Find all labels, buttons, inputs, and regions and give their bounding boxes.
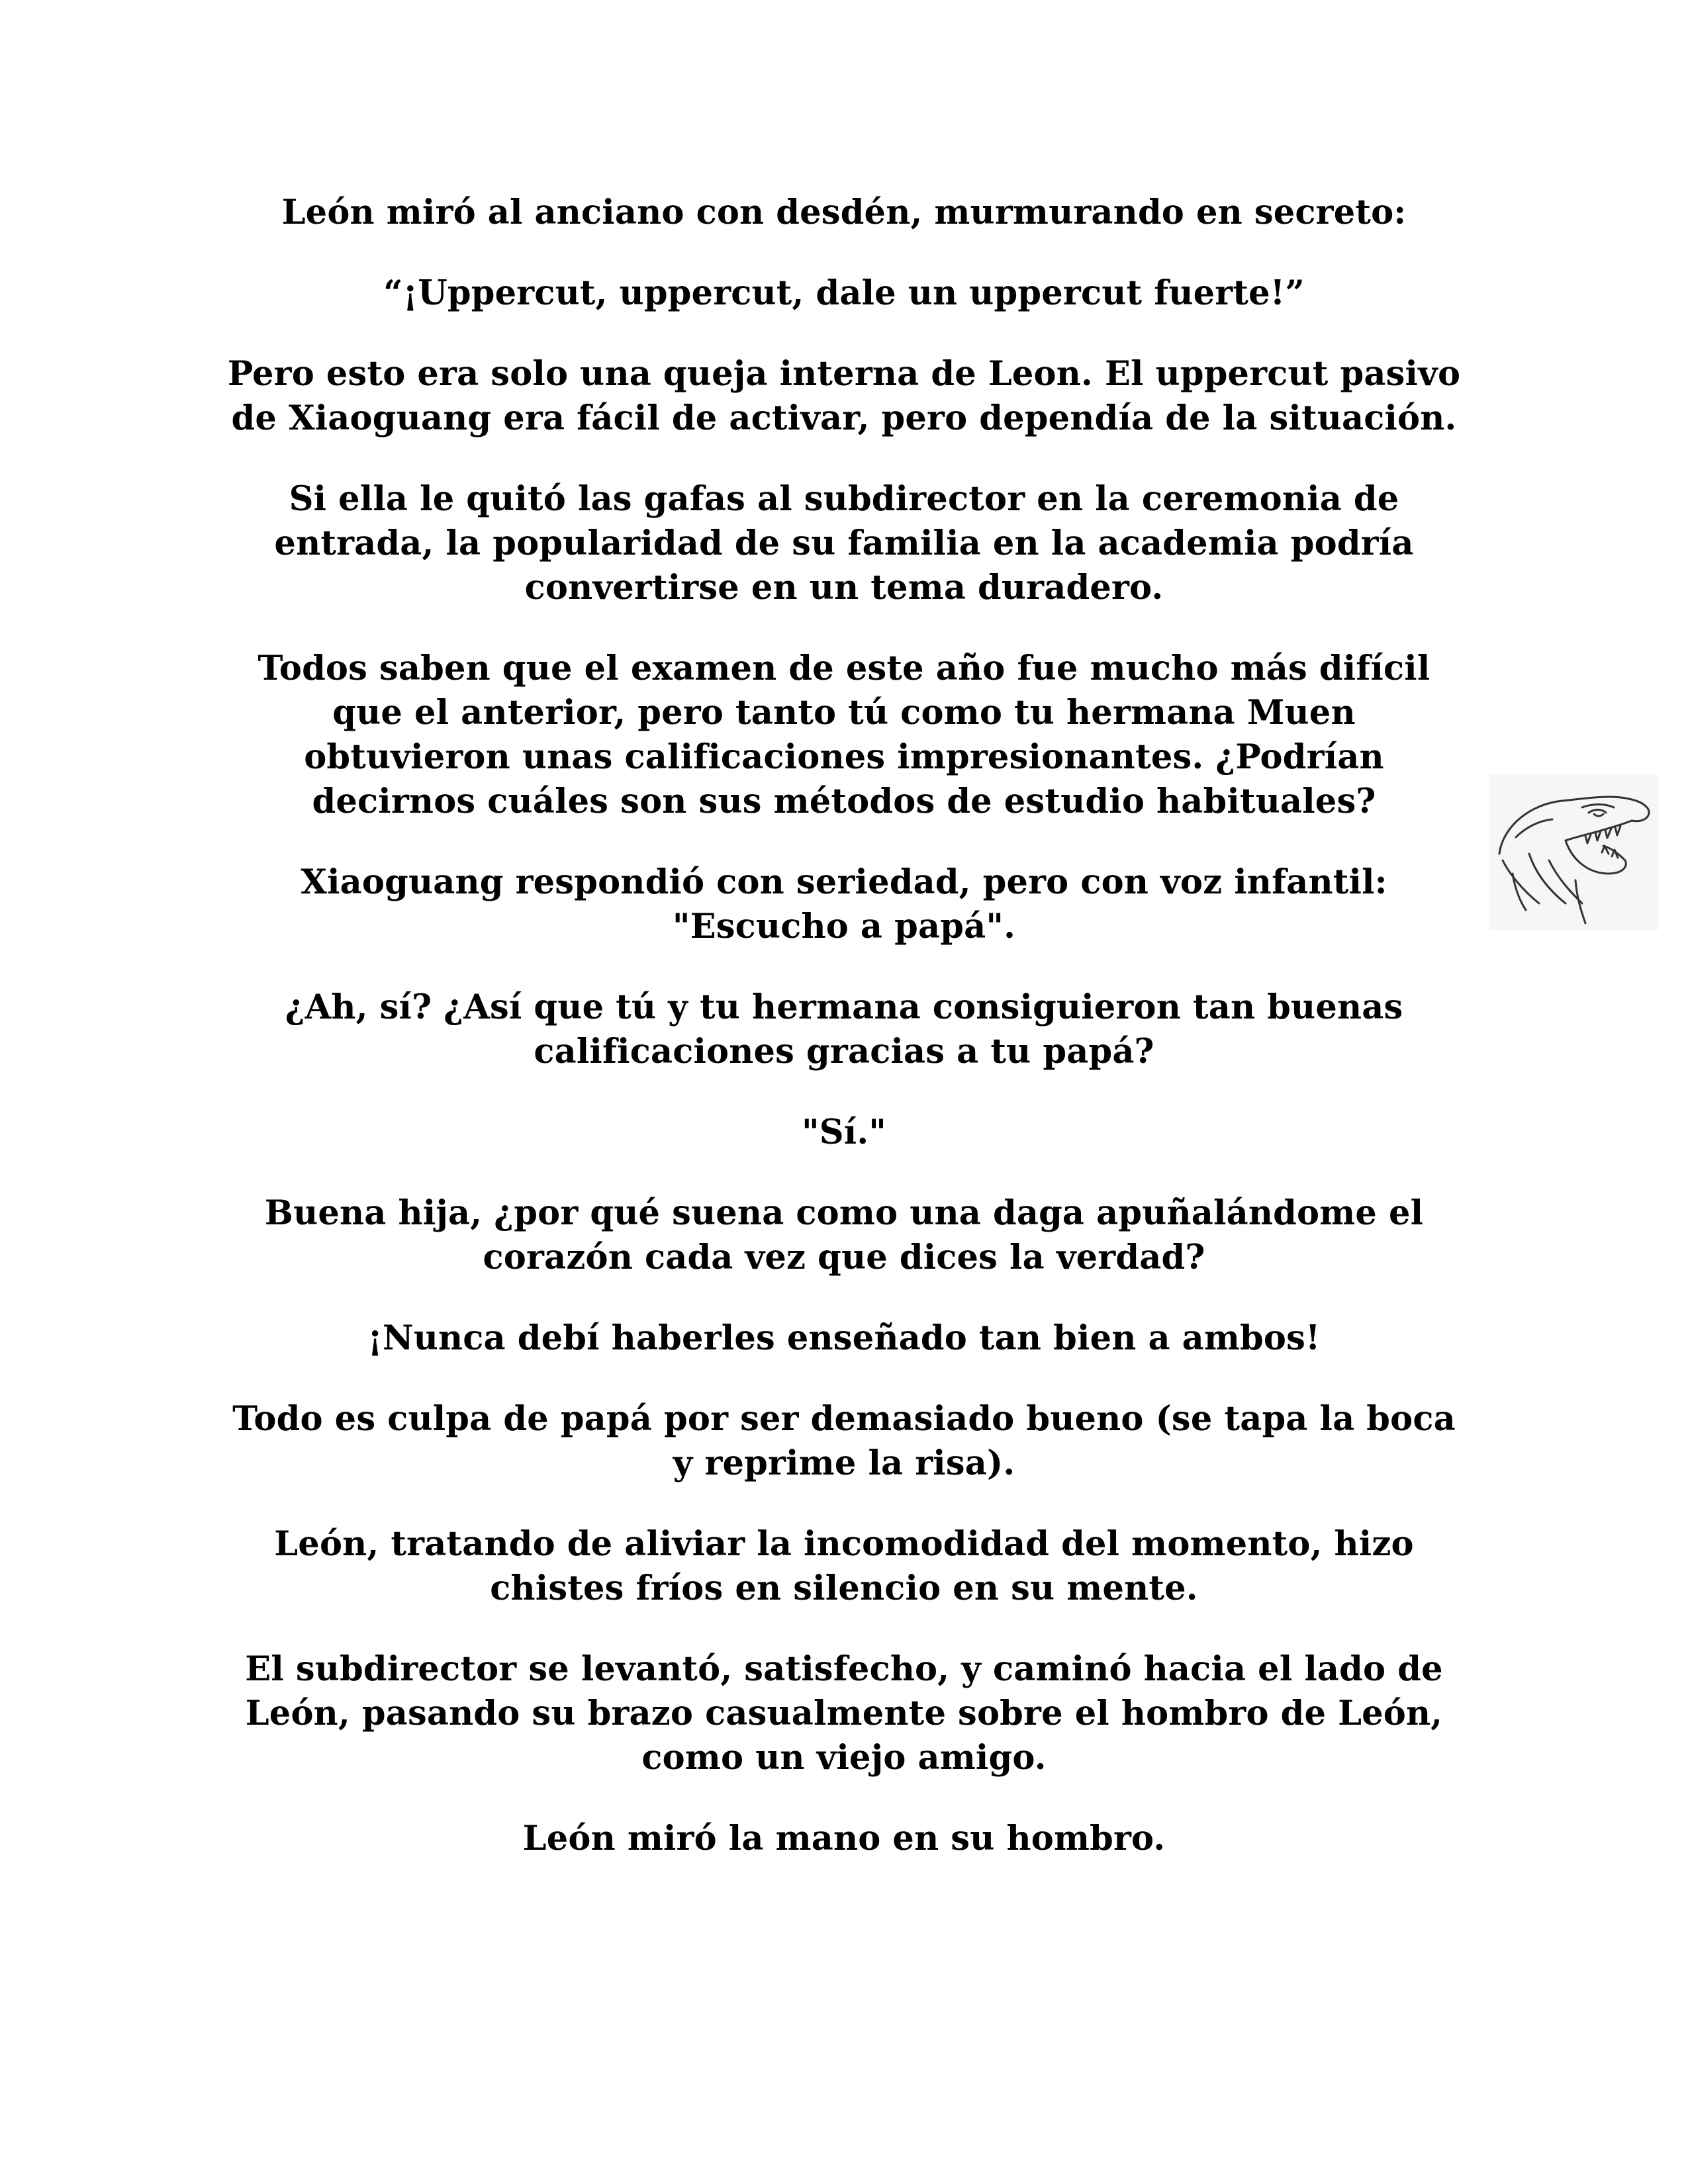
paragraph: León miró la mano en su hombro. xyxy=(522,1819,1166,1858)
paragraph: Si ella le quitó las gafas al subdirector en la ceremonia de entrada, la popularidad de su familia en la academia podría convertirse en un tema duradero. xyxy=(274,479,1414,608)
paragraph: León miró al anciano con desdén, murmurando en secreto: xyxy=(281,193,1407,232)
paragraph: Todo es culpa de papá por ser demasiado bueno (se tapa la boca y reprime la risa). xyxy=(232,1399,1456,1483)
paragraph: "Sí." xyxy=(801,1113,887,1152)
paragraph: ¡Nunca debí haberles enseñado tan bien a ambos! xyxy=(367,1318,1321,1358)
paragraph: Pero esto era solo una queja interna de Leon. El uppercut pasivo de Xiaoguang era fácil de activar, pero dependía de la situación. xyxy=(227,354,1461,438)
paragraph: León, tratando de aliviar la incomodidad del momento, hizo chistes fríos en silencio en su mente. xyxy=(274,1524,1414,1608)
paragraph: ¿Ah, sí? ¿Así que tú y tu hermana consiguieron tan buenas calificaciones gracias a tu papá? xyxy=(285,987,1403,1071)
text-column xyxy=(225,191,1463,1897)
paragraph: Buena hija, ¿por qué suena como una daga apuñalándome el corazón cada vez que dices la verdad? xyxy=(264,1193,1424,1277)
paragraph: Todos saben que el examen de este año fue mucho más difícil que el anterior, pero tanto tú como tu hermana Muen obtuvieron unas calificaciones impresionantes. ¿Podrían decirnos cuáles son sus métodos de estudio habituales? xyxy=(258,649,1430,821)
paragraph: El subdirector se levantó, satisfecho, y caminó hacia el lado de León, pasando su brazo casualmente sobre el hombro de León, como un viejo amigo. xyxy=(245,1649,1443,1778)
paragraph: “¡Uppercut, uppercut, dale un uppercut fuerte!” xyxy=(383,273,1305,313)
paragraph: Xiaoguang respondió con seriedad, pero con voz infantil: "Escucho a papá". xyxy=(301,862,1387,946)
dinosaur-head-sketch-icon xyxy=(1489,774,1658,930)
